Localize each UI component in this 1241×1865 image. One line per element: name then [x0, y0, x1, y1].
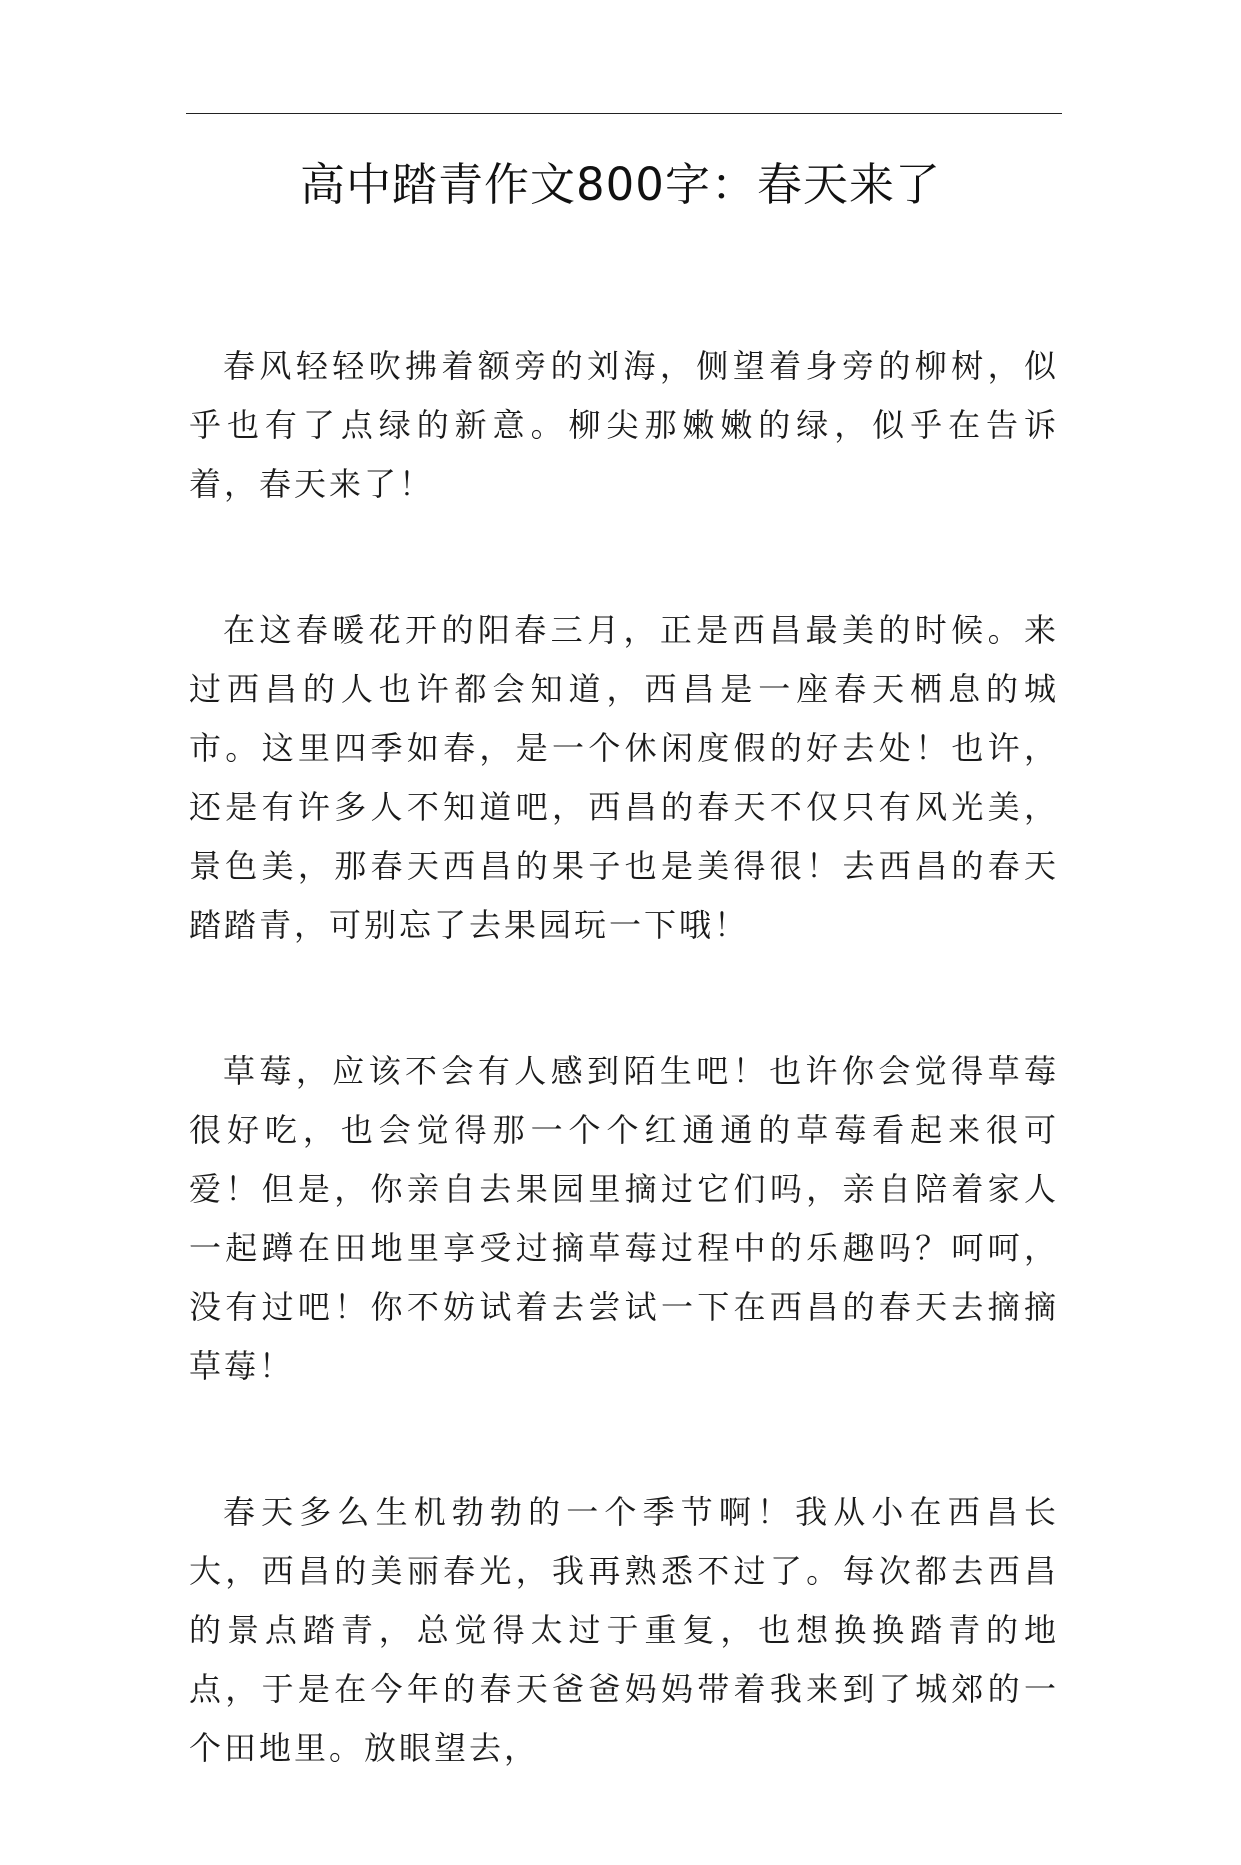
article-body — [189, 337, 1059, 1865]
paragraph-2: 在这春暖花开的阳春三月，正是西昌最美的时候。来过西昌的人也许都会知道，西昌是一座春天栖息的城市。这里四季如春，是一个休闲度假的好去处！也许，还是有许多人不知道吧，西昌的春天不仅只有风光美，景色美，那春天西昌的果子也是美得很！去西昌的春天踏踏青，可别忘了去果园玩一下哦！ — [189, 611, 1059, 944]
header-rule — [186, 113, 1062, 114]
paragraph-1: 春风轻轻吹拂着额旁的刘海，侧望着身旁的柳树，似乎也有了点绿的新意。柳尖那嫩嫩的绿，似乎在告诉着，春天来了！ — [189, 347, 1059, 503]
page-title: 高中踏青作文800字：春天来了 — [300, 158, 941, 211]
paragraph-3: 草莓，应该不会有人感到陌生吧！也许你会觉得草莓很好吃，也会觉得那一个个红通通的草莓看起来很可爱！但是，你亲自去果园里摘过它们吗，亲自陪着家人一起蹲在田地里享受过摘草莓过程中的乐趣吗？呵呵，没有过吧！你不妨试着去尝试一下在西昌的春天去摘摘草莓！ — [189, 1052, 1059, 1385]
paragraph-4: 春天多么生机勃勃的一个季节啊！我从小在西昌长大，西昌的美丽春光，我再熟悉不过了。每次都去西昌的景点踏青，总觉得太过于重复，也想换换踏青的地点，于是在今年的春天爸爸妈妈带着我来到了城郊的一个田地里。放眼望去， — [189, 1493, 1059, 1767]
